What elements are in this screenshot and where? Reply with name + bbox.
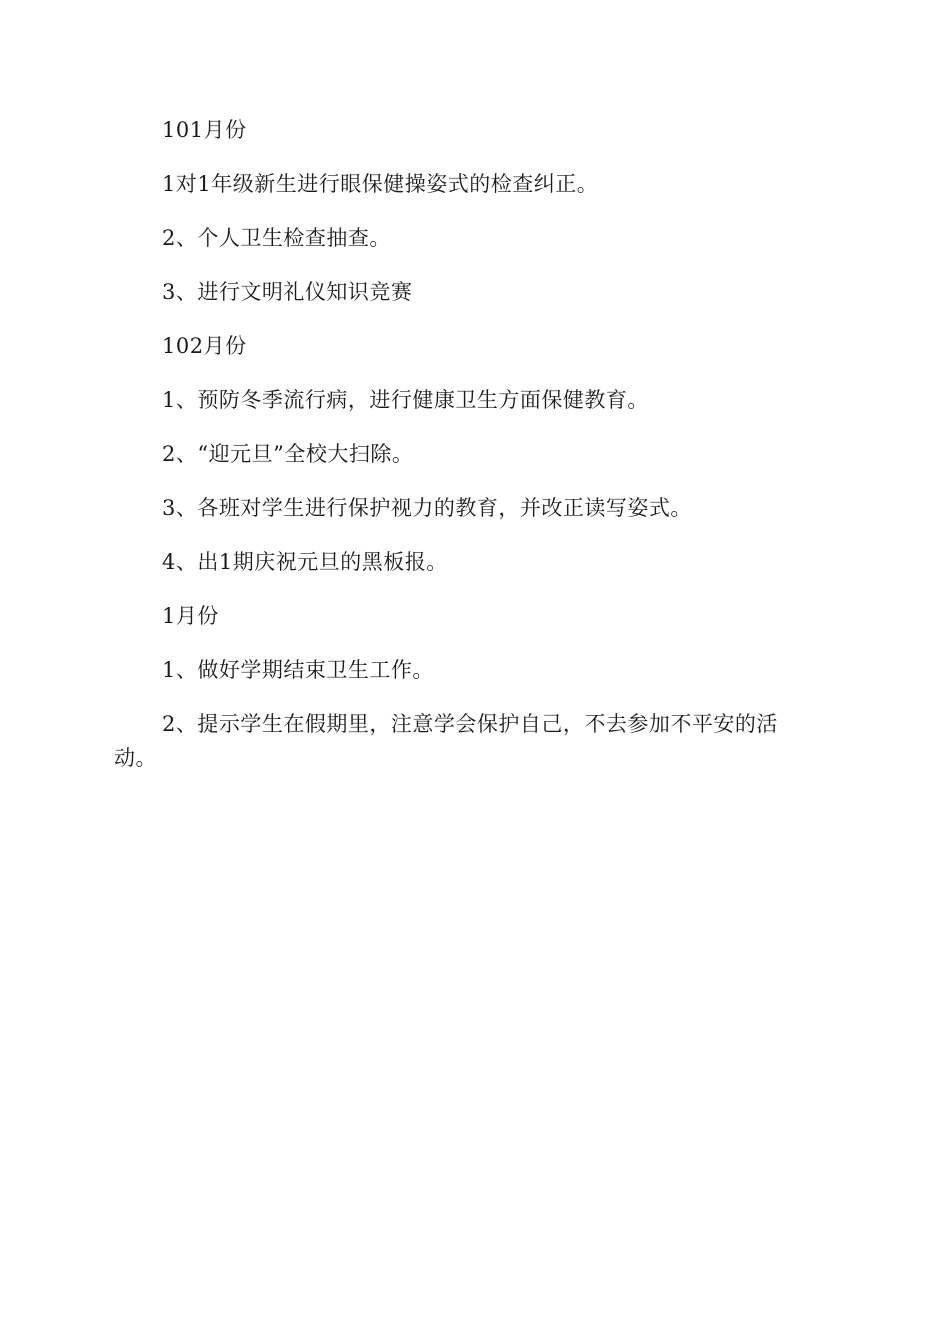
list-item: 1、做好学期结束卫生工作。 <box>162 658 434 682</box>
list-item: 1对1年级新生进行眼保健操姿式的检查纠正。 <box>162 172 599 196</box>
list-item: 4、出1期庆祝元旦的黑板报。 <box>162 550 448 574</box>
month-heading-102: 102月份 <box>162 334 247 358</box>
document-body <box>114 113 814 775</box>
list-item: 3、各班对学生进行保护视力的教育，并改正读写姿式。 <box>162 496 692 520</box>
month-heading-1: 1月份 <box>162 604 219 628</box>
list-item: 3、进行文明礼仪知识竞赛 <box>162 280 413 304</box>
list-item: 1、预防冬季流行病，进行健康卫生方面保健教育。 <box>162 388 649 412</box>
list-item: 2、“迎元旦”全校大扫除。 <box>162 442 414 466</box>
list-item: 2、个人卫生检查抽查。 <box>162 226 391 250</box>
month-heading-101: 101月份 <box>162 118 247 142</box>
list-item: 2、提示学生在假期里，注意学会保护自己，不去参加不平安的活动。 <box>114 712 778 770</box>
